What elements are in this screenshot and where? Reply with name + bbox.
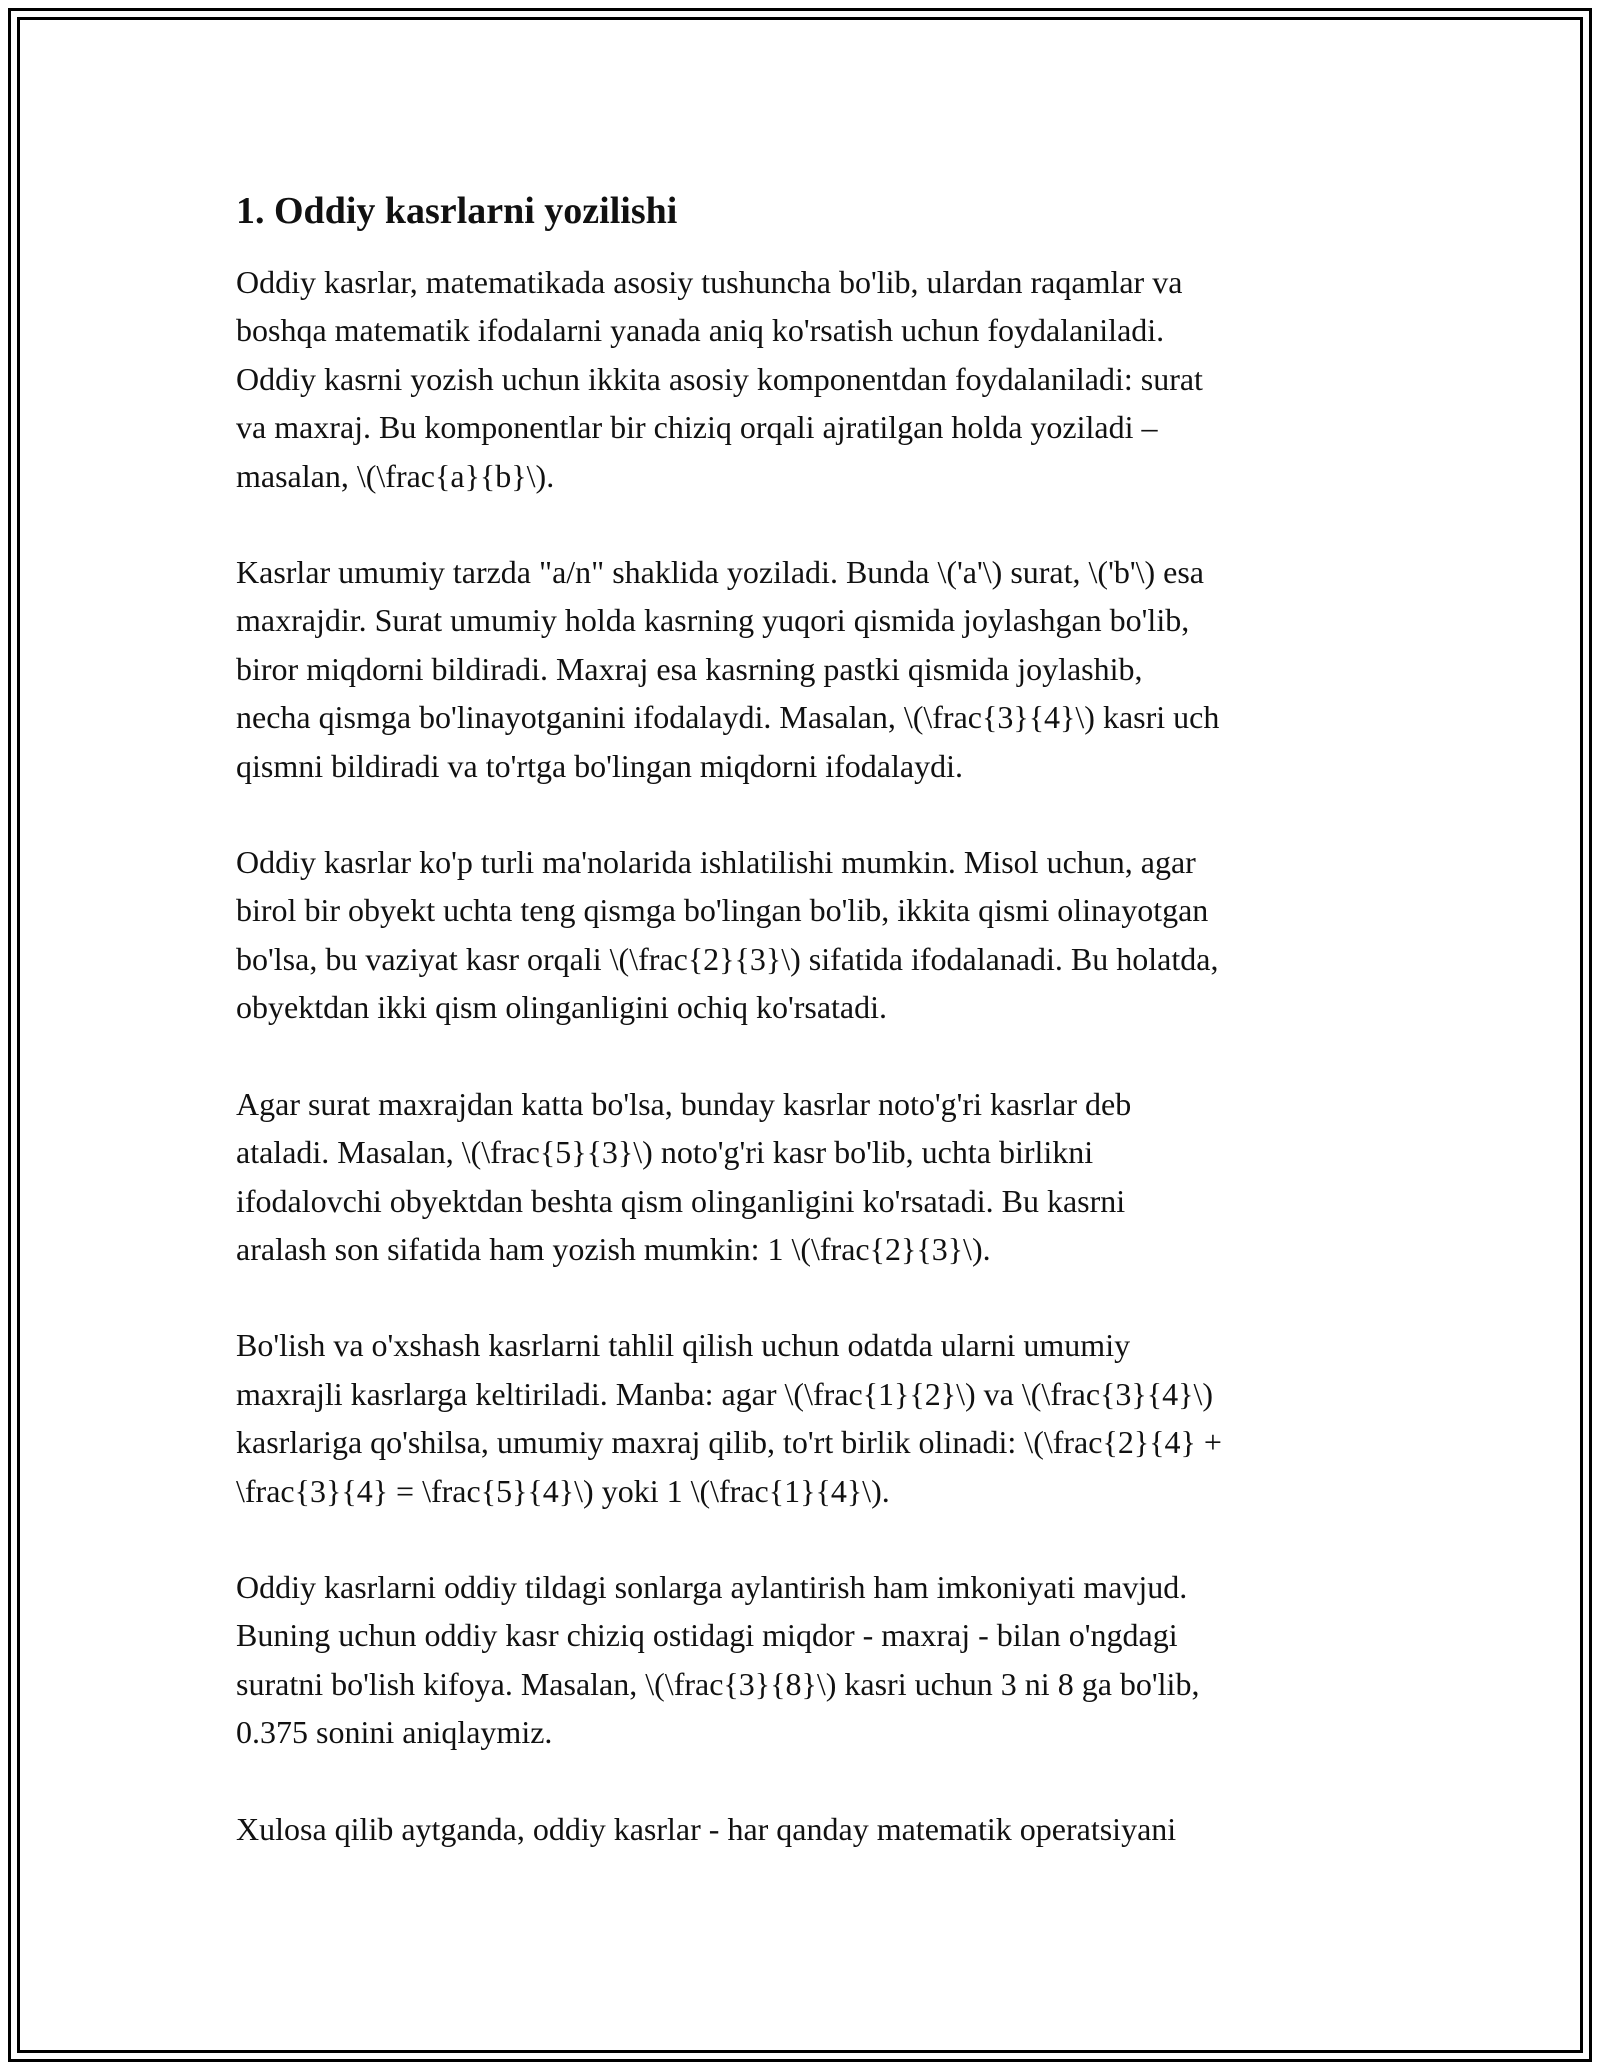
section-heading: 1. Oddiy kasrlarni yozilishi [236, 190, 678, 232]
text-line: Oddiy kasrlarni oddiy tildagi sonlarga aylantirish ham imkoniyati mavjud. [236, 1568, 1188, 1605]
document-body [236, 186, 1366, 1853]
text-line: va maxraj. Bu komponentlar bir chiziq orqali ajratilgan holda yoziladi – [236, 409, 1158, 446]
text-line: obyektdan ikki qism olinganligini ochiq ko'rsatadi. [236, 989, 888, 1026]
paragraph [236, 1805, 1366, 1853]
paragraph [236, 838, 1366, 1032]
text-line: Oddiy kasrlar ko'p turli ma'nolarida ishlatilishi mumkin. Misol uchun, agar [236, 844, 1196, 881]
text-line: suratni bo'lish kifoya. Masalan, \(\frac{3}{8}\) kasri uchun 3 ni 8 ga bo'lib, [236, 1665, 1200, 1702]
text-line: Oddiy kasrni yozish uchun ikkita asosiy komponentdan foydalaniladi: surat [236, 360, 1203, 397]
text-line: qismni bildiradi va to'rtga bo'lingan miqdorni ifodalaydi. [236, 747, 963, 784]
text-line: Bo'lish va o'xshash kasrlarni tahlil qilish uchun odatda ularni umumiy [236, 1327, 1131, 1364]
text-line: Buning uchun oddiy kasr chiziq ostidagi miqdor - maxraj - bilan o'ngdagi [236, 1617, 1178, 1654]
paragraph [236, 1321, 1366, 1515]
text-line: Xulosa qilib aytganda, oddiy kasrlar - har qanday matematik operatsiyani [236, 1810, 1177, 1847]
paragraph [236, 548, 1366, 790]
paragraph-list [236, 258, 1366, 1853]
paragraph [236, 1080, 1366, 1274]
text-line: masalan, \(\frac{a}{b}\). [236, 457, 555, 494]
text-line: Kasrlar umumiy tarzda "a/n" shaklida yoziladi. Bunda \('a'\) surat, \('b'\) esa [236, 554, 1204, 591]
text-line: birol bir obyekt uchta teng qismga bo'lingan bo'lib, ikkita qismi olinayotgan [236, 892, 1209, 929]
text-line: boshqa matematik ifodalarni yanada aniq ko'rsatish uchun foydalaniladi. [236, 312, 1165, 349]
text-line: Oddiy kasrlar, matematikada asosiy tushuncha bo'lib, ulardan raqamlar va [236, 264, 1183, 300]
text-line: ifodalovchi obyektdan beshta qism olinganligini ko'rsatadi. Bu kasrni [236, 1182, 1126, 1219]
paragraph [236, 258, 1366, 500]
text-line: \frac{3}{4} = \frac{5}{4}\) yoki 1 \(\frac{1}{4}\). [236, 1472, 890, 1509]
text-line: 0.375 sonini aniqlaymiz. [236, 1714, 553, 1751]
text-line: Agar surat maxrajdan katta bo'lsa, bunday kasrlar noto'g'ri kasrlar deb [236, 1085, 1132, 1122]
text-line: maxrajli kasrlarga keltiriladi. Manba: agar \(\frac{1}{2}\) va \(\frac{3}{4}\) [236, 1375, 1214, 1412]
text-line: aralash son sifatida ham yozish mumkin: 1 \(\frac{2}{3}\). [236, 1230, 991, 1267]
text-line: biror miqdorni bildiradi. Maxraj esa kasrning pastki qismida joylashib, [236, 650, 1143, 687]
paragraph [236, 1563, 1366, 1757]
text-line: bo'lsa, bu vaziyat kasr orqali \(\frac{2}{3}\) sifatida ifodalanadi. Bu holatda, [236, 940, 1219, 977]
text-line: ataladi. Masalan, \(\frac{5}{3}\) noto'g'ri kasr bo'lib, uchta birlikni [236, 1134, 1094, 1171]
text-line: kasrlariga qo'shilsa, umumiy maxraj qilib, to'rt birlik olinadi: \(\frac{2}{4} + [236, 1424, 1222, 1461]
text-line: maxrajdir. Surat umumiy holda kasrning yuqori qismida joylashgan bo'lib, [236, 602, 1190, 639]
text-line: necha qismga bo'linayotganini ifodalaydi. Masalan, \(\frac{3}{4}\) kasri uch [236, 699, 1220, 736]
